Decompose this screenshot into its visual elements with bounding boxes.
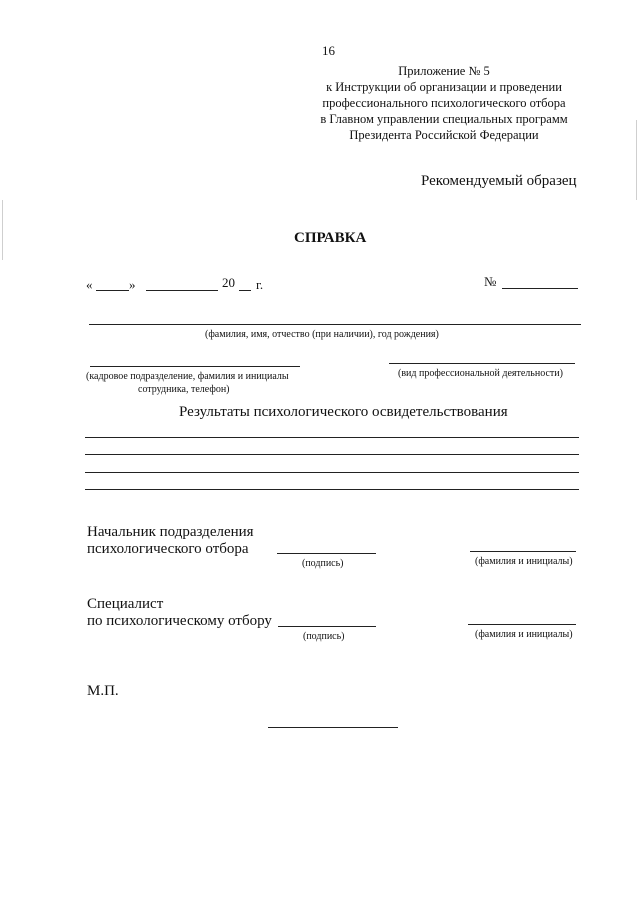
results-heading: Результаты психологического освидетельствования xyxy=(179,404,508,420)
specialist-signature-line xyxy=(278,626,376,627)
annex-block xyxy=(300,63,588,143)
annex-line: к Инструкции об организации и проведении xyxy=(326,80,562,94)
recommended-sample-label: Рекомендуемый образец xyxy=(421,173,577,189)
specialist-title-line2: по психологическому отбору xyxy=(87,613,272,629)
annex-line: профессионального психологического отбора xyxy=(322,96,566,110)
specialist-signature-caption: (подпись) xyxy=(303,631,345,642)
fio-field-line xyxy=(89,324,581,325)
page-number: 16 xyxy=(322,43,335,58)
annex-line: Приложение № 5 xyxy=(398,64,490,78)
annex-line: в Главном управлении специальных программ xyxy=(320,112,568,126)
year-suffix: г. xyxy=(256,277,264,292)
annex-line: Президента Российской Федерации xyxy=(349,128,539,142)
chief-title-line2: психологического отбора xyxy=(87,541,249,557)
day-field-line xyxy=(96,290,129,291)
chief-name-line xyxy=(470,551,576,552)
number-field-line xyxy=(502,288,578,289)
specialist-title-line1: Специалист xyxy=(87,596,164,612)
year-field-line xyxy=(239,290,251,291)
hr-caption-line2: сотрудника, телефон) xyxy=(138,384,230,395)
activity-caption: (вид профессиональной деятельности) xyxy=(398,368,563,379)
scan-edge-mark xyxy=(2,200,3,260)
chief-name-caption: (фамилия и инициалы) xyxy=(475,556,573,567)
results-line xyxy=(85,454,579,455)
document-title: СПРАВКА xyxy=(294,230,367,246)
chief-signature-caption: (подпись) xyxy=(302,558,344,569)
date-open-quote: « xyxy=(86,277,93,292)
bottom-separator-line xyxy=(268,727,398,728)
number-sign: № xyxy=(484,274,497,289)
year-prefix: 20 xyxy=(222,275,235,290)
specialist-name-line xyxy=(468,624,576,625)
chief-signature-line xyxy=(277,553,376,554)
month-field-line xyxy=(146,290,218,291)
fio-caption: (фамилия, имя, отчество (при наличии), год рождения) xyxy=(205,329,439,340)
hr-caption-line1: (кадровое подразделение, фамилия и инициалы xyxy=(86,371,289,382)
specialist-name-caption: (фамилия и инициалы) xyxy=(475,629,573,640)
chief-title-line1: Начальник подразделения xyxy=(87,524,254,540)
results-line xyxy=(85,489,579,490)
hr-field-line xyxy=(90,366,300,367)
results-line xyxy=(85,437,579,438)
scan-edge-mark xyxy=(636,120,637,200)
date-close-quote: » xyxy=(129,277,136,292)
stamp-place: М.П. xyxy=(87,683,119,699)
activity-field-line xyxy=(389,363,575,364)
results-line xyxy=(85,472,579,473)
